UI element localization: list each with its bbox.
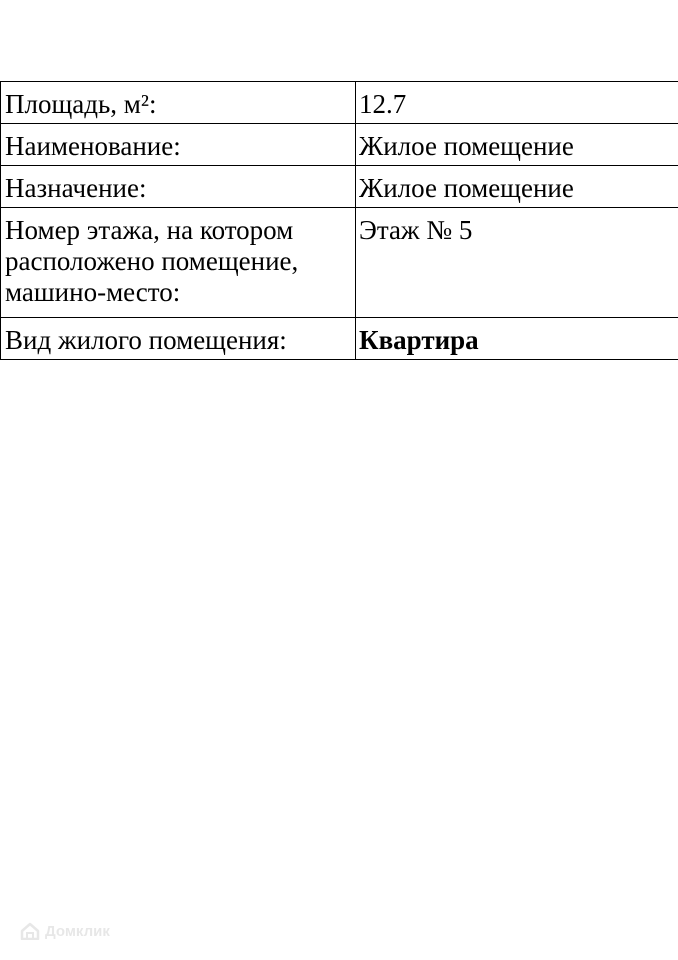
table-row-name: [1, 124, 678, 166]
name-value: Жилое помещение: [356, 124, 678, 166]
table-row-purpose: [1, 166, 678, 208]
property-info-table: [0, 81, 678, 360]
floor-value: Этаж № 5: [356, 208, 678, 318]
floor-label: Номер этажа, на котором расположено помещение, машино-место:: [1, 208, 356, 318]
domclick-watermark: [20, 922, 110, 940]
table-row-floor: [1, 208, 678, 318]
purpose-label: Назначение:: [1, 166, 356, 208]
dwelling-type-label: Вид жилого помещения:: [1, 318, 356, 360]
area-value: 12.7: [356, 82, 678, 124]
house-logo-icon: [20, 922, 40, 940]
dwelling-type-value: Квартира: [356, 318, 678, 360]
table-row-area: [1, 82, 678, 124]
area-label: Площадь, м²:: [1, 82, 356, 124]
purpose-value: Жилое помещение: [356, 166, 678, 208]
watermark-brand: Домклик: [45, 922, 110, 940]
table-row-dwelling-type: [1, 318, 678, 360]
name-label: Наименование:: [1, 124, 356, 166]
